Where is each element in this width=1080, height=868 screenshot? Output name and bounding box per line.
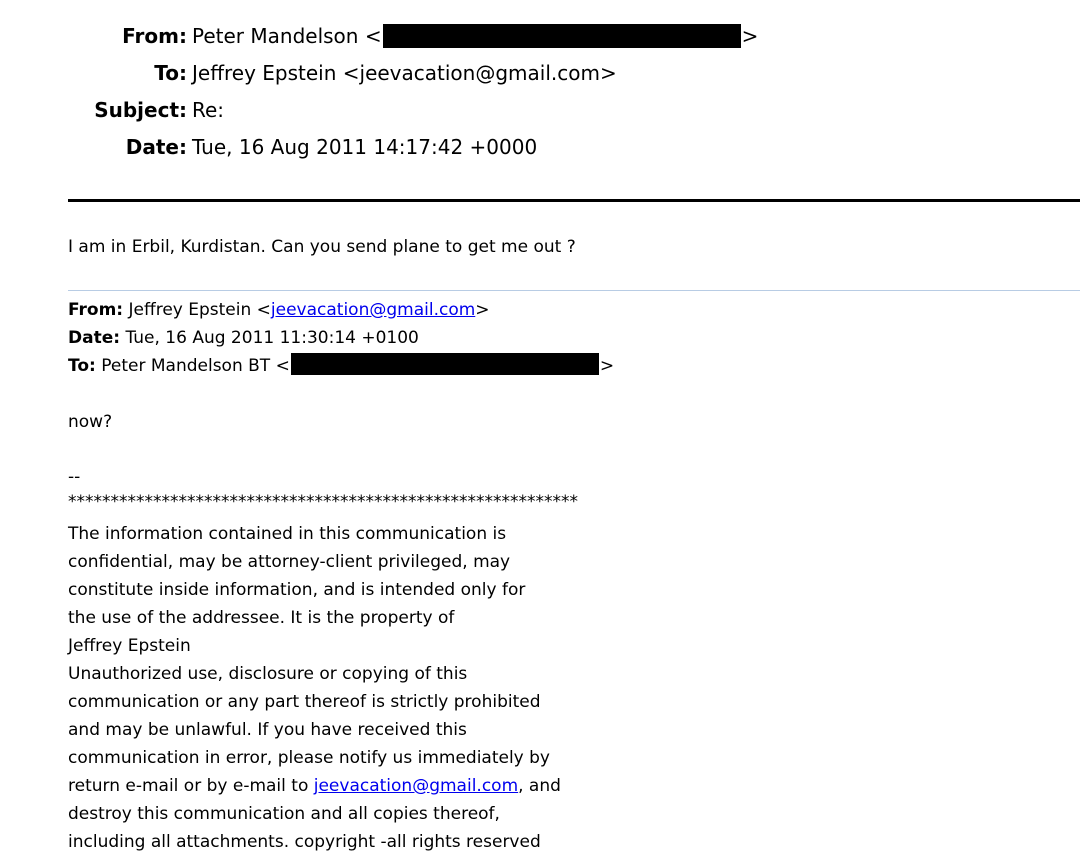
header-subject-label: Subject: [94,98,187,122]
quoted-date-row [68,326,419,350]
header-from-value [192,22,758,50]
header-from-close: > [741,24,759,48]
quoted-from-email-link[interactable]: jeevacation@gmail.com [270,300,476,320]
disclaimer-line: the use of the addressee. It is the property of [68,608,455,628]
quoted-to-label: To: [68,356,96,376]
disclaimer-line: Jeffrey Epstein [68,636,191,656]
header-subject-value: Re: [192,98,225,122]
quoted-to-row [68,354,614,378]
disclaimer-line: confidential, may be attorney-client privileged, may [68,552,511,572]
disclaimer-email-link[interactable]: jeevacation@gmail.com [313,776,519,796]
disclaimer-line: The information contained in this communication is [68,524,507,544]
header-to-label: To: [154,61,187,85]
disclaimer-line: and may be unlawful. If you have received this [68,720,467,740]
disclaimer-line: including all attachments. copyright -all rights reserved [68,832,541,852]
quoted-from-row [68,298,490,322]
disclaimer-text: , and [518,776,561,796]
header-from-name: Peter Mandelson < [192,24,382,48]
header-to-value: Jeffrey Epstein <jeevacation@gmail.com> [192,61,617,85]
disclaimer-block [68,520,561,856]
quoted-from-name: Jeffrey Epstein < [128,300,271,320]
redaction-box [291,353,599,375]
disclaimer-line: Unauthorized use, disclosure or copying of this [68,664,468,684]
message-text: I am in Erbil, Kurdistan. Can you send plane to get me out ? [68,237,576,257]
disclaimer-line: communication in error, please notify us immediately by [68,748,550,768]
quoted-date-label: Date: [68,328,121,348]
quoted-from-label: From: [68,300,124,320]
header-to-row [0,59,1080,87]
header-date-value: Tue, 16 Aug 2011 14:17:42 +0000 [192,135,538,159]
quoted-from-close: > [475,300,490,320]
quoted-body-text: now? [68,412,113,432]
header-divider [68,199,1080,202]
disclaimer-line: communication or any part thereof is strictly prohibited [68,692,541,712]
header-from-row [0,22,1080,50]
disclaimer-line: destroy this communication and all copies thereof, [68,804,500,824]
quoted-to-name: Peter Mandelson BT < [101,356,290,376]
disclaimer-line-with-link [68,772,561,800]
disclaimer-text: return e-mail or by e-mail to [68,776,314,796]
header-date-row [0,133,1080,161]
quoted-date-value: Tue, 16 Aug 2011 11:30:14 +0100 [125,328,419,348]
disclaimer-line: constitute inside information, and is intended only for [68,580,526,600]
signature-dash: -- [68,467,81,487]
signature-stars: ************************************************************ [68,492,578,512]
quoted-to-close: > [599,356,615,376]
header-date-label: Date: [125,135,187,159]
header-from-label: From: [122,24,187,48]
header-subject-row [0,96,1080,124]
redaction-box [383,24,741,48]
quote-divider [68,290,1080,291]
